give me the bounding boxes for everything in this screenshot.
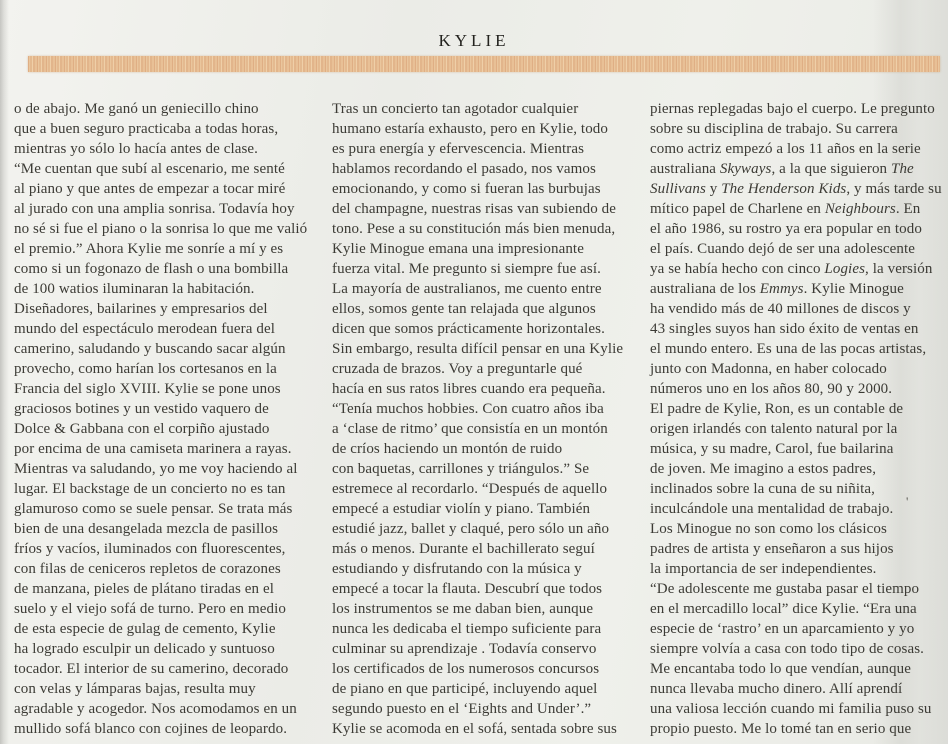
text-line: fríos y vacíos, iluminados con fluorescentes,	[14, 541, 286, 557]
text-line: Mientras va saludando, yo me voy haciendo al	[14, 461, 298, 477]
text-line: junto con Madonna, en haber colocado	[650, 361, 887, 377]
text-line: números uno en los años 80, 90 y 2000.	[650, 381, 893, 397]
text-line: de críos haciendo un montón de ruido	[332, 441, 563, 457]
text-line: inculcándole una mentalidad de trabajo.	[650, 501, 894, 517]
text-line: hacía en sus ratos libres cuando era pequeña.	[332, 381, 606, 397]
text-line: una valiosa lección cuando mi familia puso su	[650, 701, 932, 717]
text-line: de joven. Me imagino a estos padres,	[650, 461, 877, 477]
text-line: del champagne, nuestras risas van subiendo de	[332, 201, 616, 217]
article-body	[14, 99, 944, 739]
text-line: en el mercadillo local” dice Kylie. “Era una	[650, 601, 917, 617]
text-line: Sin embargo, resulta difícil pensar en una Kylie	[332, 341, 624, 357]
text-line: dicen que somos prácticamente horizontales.	[332, 321, 605, 337]
text-line: o de abajo. Me ganó un geniecillo chino	[14, 101, 259, 117]
text-line: culminar su aprendizaje . Todavía conservo	[332, 641, 597, 657]
text-line: mientras yo sólo lo hacía antes de clase.	[14, 141, 259, 157]
text-line: Los Minogue no son como los clásicos	[650, 521, 887, 537]
text-line: el país. Cuando dejó de ser una adolescente	[650, 241, 916, 257]
text-line: de esta especie de gulag de cemento, Kylie	[14, 621, 276, 637]
text-line: ha vendido más de 40 millones de discos y	[650, 301, 911, 317]
text-line: glamuroso como se suele pensar. Se trata más	[14, 501, 293, 517]
text-line: no sé si fue el piano o la sonrisa lo que me valió	[14, 221, 308, 237]
text-line: con baquetas, carrillones y triángulos.” Se	[332, 461, 590, 477]
text-line: al piano y que antes de empezar a tocar miré	[14, 181, 286, 197]
text-line: nunca les dedicaba el tiempo suficiente para	[332, 621, 602, 637]
text-line: empecé a estudiar violín y piano. También	[332, 501, 591, 517]
text-line: bien de una desangelada mezcla de pasillos	[14, 521, 279, 537]
text-line: música, y su madre, Carol, fue bailarina	[650, 441, 894, 457]
text-line: “Tenía muchos hobbies. Con cuatro años iba	[332, 401, 604, 417]
text-line: padres de artista y enseñaron a sus hijos	[650, 541, 894, 557]
text-line: suelo y el viejo sofá de turno. Pero en medio	[14, 601, 286, 617]
text-line: estudiando y disfrutando con la música y	[332, 561, 582, 577]
text-line: cruzada de brazos. Voy a preguntarle qué	[332, 361, 583, 377]
text-line: con velas y lámparas bajas, resulta muy	[14, 681, 256, 697]
text-line: hablamos recordando el pasado, nos vamos	[332, 161, 596, 177]
text-line: ellos, somos gente tan relajada que algunos	[332, 301, 596, 317]
text-line: “De adolescente me gustaba pasar el tiempo	[650, 581, 920, 597]
text-line: Tras un concierto tan agotador cualquier	[332, 101, 579, 117]
text-line: camerino, saludando y buscando sacar algún	[14, 341, 286, 357]
text-line: tono. Pese a su constitución más bien menuda,	[332, 221, 616, 237]
text-line: fuerza vital. Me pregunto si siempre fue así.	[332, 261, 601, 277]
text-line: más o menos. Durante el bachillerato seguí	[332, 541, 595, 557]
text-line: propio puesto. Me lo tomé tan en serio que	[650, 721, 912, 737]
text-line: inclinados sobre la cuna de su niñita,	[650, 481, 875, 497]
text-line: el mundo entero. Es una de las pocas artistas,	[650, 341, 927, 357]
text-column-2	[332, 99, 626, 739]
text-line: mullido sofá blanco con cojines de leopardo.	[14, 721, 288, 737]
text-column-1	[14, 99, 308, 739]
text-line: El padre de Kylie, Ron, es un contable de	[650, 401, 904, 417]
text-line: mundo del espectáculo merodean fuera del	[14, 321, 275, 337]
text-line: con filas de ceniceros repletos de corazones	[14, 561, 281, 577]
text-line: provecho, como harían los cortesanos en la	[14, 361, 277, 377]
text-line: mítico papel de Charlene en Neighbours. En	[650, 201, 921, 217]
text-line: de piano en que participé, incluyendo aquel	[332, 681, 598, 697]
text-line: siempre volvía a casa con todo tipo de cosas.	[650, 641, 925, 657]
text-line: humano estaría exhausto, pero en Kylie, todo	[332, 121, 608, 137]
text-line: empecé a tocar la flauta. Descubrí que todos	[332, 581, 603, 597]
text-line: al jurado con una amplia sonrisa. Todavía hoy	[14, 201, 295, 217]
text-line: a ‘clase de ritmo’ que consistía en un montón	[332, 421, 608, 437]
text-line: estudié jazz, ballet y claqué, pero sólo un año	[332, 521, 610, 537]
text-line: los instrumentos se me daban bien, aunque	[332, 601, 594, 617]
text-line: de manzana, pieles de plátano tiradas en el	[14, 581, 275, 597]
text-line: por encima de una camiseta marinera a rayas.	[14, 441, 292, 457]
text-line: Me encantaba todo lo que vendían, aunque	[650, 661, 911, 677]
text-line: es pura energía y efervescencia. Mientras	[332, 141, 585, 157]
text-line: Francia del siglo XVIII. Kylie se pone unos	[14, 381, 281, 397]
text-line: los certificados de los numerosos concursos	[332, 661, 600, 677]
text-line: de 100 watios iluminaran la habitación.	[14, 281, 255, 297]
text-line: el año 1986, su rostro ya era popular en todo	[650, 221, 922, 237]
text-line: como si un fogonazo de flash o una bombilla	[14, 261, 289, 277]
text-column-3	[650, 99, 944, 739]
text-line: graciosos botines y un vestido vaquero de	[14, 401, 269, 417]
text-line: lugar. El backstage de un concierto no es tan	[14, 481, 286, 497]
text-line: tocador. El interior de su camerino, decorado	[14, 661, 289, 677]
text-line: Dolce & Gabbana con el corpiño ajustado	[14, 421, 270, 437]
scan-artifact-mark: '	[906, 494, 909, 509]
text-line: Sullivans y The Henderson Kids, y más tarde su	[650, 181, 942, 197]
decorative-band	[28, 56, 940, 72]
text-line: 43 singles suyos han sido éxito de ventas en	[650, 321, 919, 337]
text-line: que a buen seguro practicaba a todas horas,	[14, 121, 279, 137]
text-line: emocionando, y como si fueran las burbujas	[332, 181, 601, 197]
text-line: nunca llevaba mucho dinero. Allí aprendí	[650, 681, 903, 697]
text-line: ha logrado esculpir un delicado y suntuoso	[14, 641, 275, 657]
text-line: origen irlandés con talento natural por la	[650, 421, 898, 437]
text-line: La mayoría de australianos, me cuento entre	[332, 281, 602, 297]
text-line: la importancia de ser independientes.	[650, 561, 877, 577]
text-line: australiana de los Emmys. Kylie Minogue	[650, 281, 904, 297]
text-line: agradable y acogedor. Nos acomodamos en un	[14, 701, 297, 717]
text-line: Kylie se acomoda en el sofá, sentada sobre sus	[332, 721, 617, 737]
page-title: KYLIE	[438, 31, 510, 50]
text-line: australiana Skyways, a la que siguieron The	[650, 161, 914, 177]
text-line: Kylie Minogue emana una impresionante	[332, 241, 584, 257]
text-line: ya se había hecho con cinco Logies, la versión	[650, 261, 933, 277]
text-line: como actriz empezó a los 11 años en la serie	[650, 141, 921, 157]
text-line: Diseñadores, bailarines y empresarios del	[14, 301, 268, 317]
text-line: piernas replegadas bajo el cuerpo. Le pregunto	[650, 101, 935, 117]
text-line: sobre su disciplina de trabajo. Su carrera	[650, 121, 898, 137]
text-line: especie de ‘rastro’ en un aparcamiento y yo	[650, 621, 915, 637]
text-line: segundo puesto en el ‘Eights and Under’.”	[332, 701, 592, 717]
text-line: estremece al recordarlo. “Después de aquello	[332, 481, 608, 497]
text-line: “Me cuentan que subí al escenario, me senté	[14, 161, 285, 177]
text-line: el premio.” Ahora Kylie me sonríe a mí y es	[14, 241, 284, 257]
